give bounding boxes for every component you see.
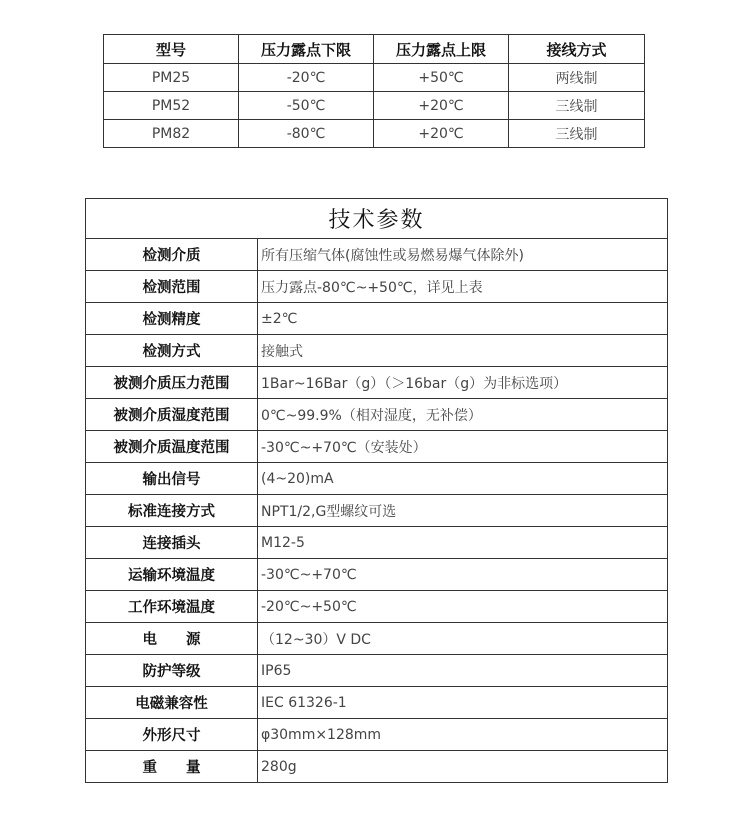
spec-value: 压力露点-80℃~+50℃，详见上表 xyxy=(258,271,668,303)
table-row xyxy=(86,655,668,687)
spec-label: 检测范围 xyxy=(86,271,258,303)
spec-value: （12~30）V DC xyxy=(258,623,668,655)
table-row xyxy=(86,559,668,591)
model-table xyxy=(103,34,645,148)
spec-label: 重 量 xyxy=(86,751,258,783)
spec-label: 连接插头 xyxy=(86,527,258,559)
table-row xyxy=(86,623,668,655)
table-row xyxy=(86,527,668,559)
cell-model: PM52 xyxy=(104,92,239,120)
table-row xyxy=(86,335,668,367)
model-table-header-row xyxy=(104,35,645,64)
spec-value: 1Bar~16Bar（g）（＞16bar（g）为非标选项） xyxy=(258,367,668,399)
spec-value: 0℃~99.9%（相对湿度，无补偿） xyxy=(258,399,668,431)
spec-label: 输出信号 xyxy=(86,463,258,495)
table-row xyxy=(86,495,668,527)
spec-value: 接触式 xyxy=(258,335,668,367)
spec-value: -30℃~+70℃ xyxy=(258,559,668,591)
cell-wiring: 三线制 xyxy=(509,120,645,148)
spec-value: M12-5 xyxy=(258,527,668,559)
cell-model: PM25 xyxy=(104,64,239,92)
spec-label: 外形尺寸 xyxy=(86,719,258,751)
table-row xyxy=(86,463,668,495)
spec-value: NPT1/2,G型螺纹可选 xyxy=(258,495,668,527)
spec-value: φ30mm×128mm xyxy=(258,719,668,751)
table-row xyxy=(86,239,668,271)
spec-value: ±2℃ xyxy=(258,303,668,335)
spec-label: 工作环境温度 xyxy=(86,591,258,623)
spec-label: 电磁兼容性 xyxy=(86,687,258,719)
table-row xyxy=(86,751,668,783)
cell-dewpoint-max: +20℃ xyxy=(374,120,509,148)
spec-table-body xyxy=(86,239,668,783)
cell-model: PM82 xyxy=(104,120,239,148)
header-wiring: 接线方式 xyxy=(509,35,645,64)
spec-value: -30℃~+70℃（安装处） xyxy=(258,431,668,463)
table-row xyxy=(86,431,668,463)
spec-value: 280g xyxy=(258,751,668,783)
cell-dewpoint-max: +20℃ xyxy=(374,92,509,120)
spec-value: IEC 61326-1 xyxy=(258,687,668,719)
header-model: 型号 xyxy=(104,35,239,64)
spec-label: 检测介质 xyxy=(86,239,258,271)
table-row xyxy=(104,120,645,148)
cell-dewpoint-max: +50℃ xyxy=(374,64,509,92)
spec-value: -20℃~+50℃ xyxy=(258,591,668,623)
spec-value: (4~20)mA xyxy=(258,463,668,495)
cell-wiring: 两线制 xyxy=(509,64,645,92)
header-dewpoint-max: 压力露点上限 xyxy=(374,35,509,64)
table-row xyxy=(86,271,668,303)
spec-value: IP65 xyxy=(258,655,668,687)
spec-label: 防护等级 xyxy=(86,655,258,687)
table-row xyxy=(86,591,668,623)
spec-label: 被测介质压力范围 xyxy=(86,367,258,399)
spec-title-row xyxy=(86,199,668,239)
spec-label: 检测方式 xyxy=(86,335,258,367)
spec-table-title: 技术参数 xyxy=(86,199,668,239)
cell-dewpoint-min: -50℃ xyxy=(239,92,374,120)
table-row xyxy=(104,92,645,120)
table-row xyxy=(104,64,645,92)
spec-label: 被测介质湿度范围 xyxy=(86,399,258,431)
spec-label: 运输环境温度 xyxy=(86,559,258,591)
cell-dewpoint-min: -20℃ xyxy=(239,64,374,92)
spec-table xyxy=(85,198,668,783)
header-dewpoint-min: 压力露点下限 xyxy=(239,35,374,64)
spec-value: 所有压缩气体(腐蚀性或易燃易爆气体除外) xyxy=(258,239,668,271)
table-row xyxy=(86,719,668,751)
spec-label: 被测介质温度范围 xyxy=(86,431,258,463)
table-row xyxy=(86,303,668,335)
table-row xyxy=(86,399,668,431)
spec-label: 电 源 xyxy=(86,623,258,655)
cell-dewpoint-min: -80℃ xyxy=(239,120,374,148)
spec-label: 标准连接方式 xyxy=(86,495,258,527)
cell-wiring: 三线制 xyxy=(509,92,645,120)
table-row xyxy=(86,687,668,719)
table-row xyxy=(86,367,668,399)
spec-label: 检测精度 xyxy=(86,303,258,335)
